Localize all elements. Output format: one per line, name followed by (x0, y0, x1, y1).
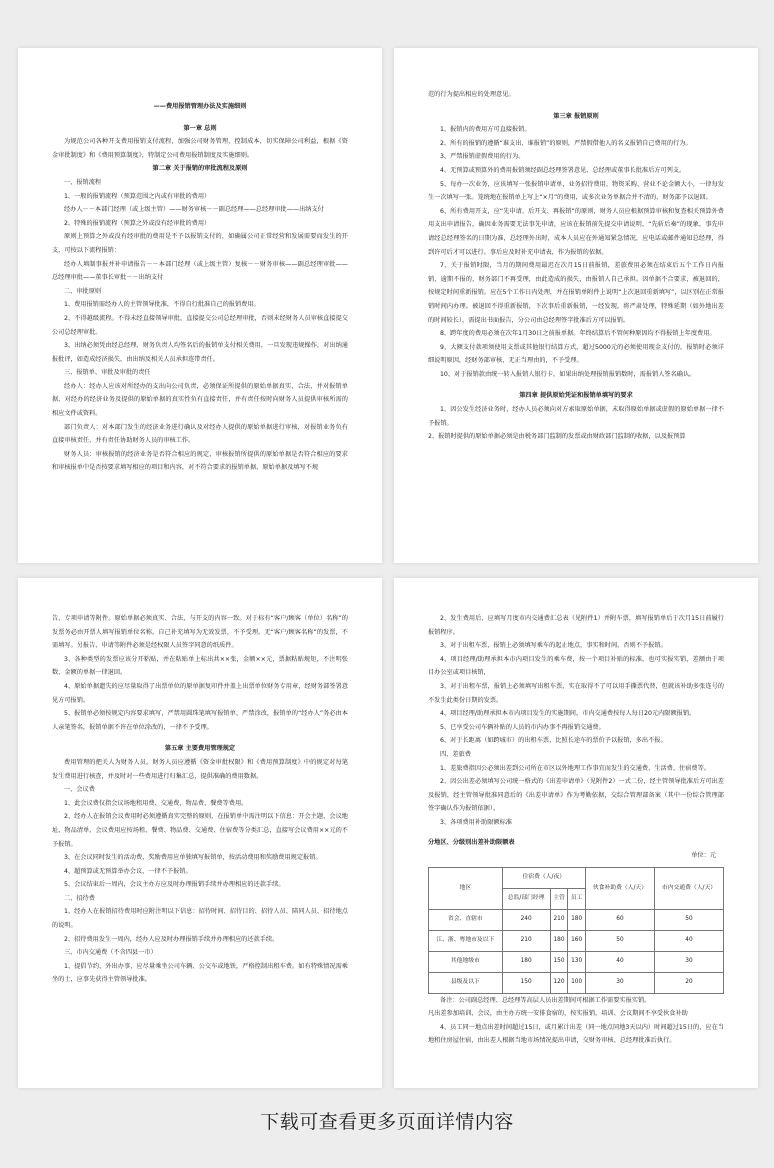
table-cell-meal: 30 (585, 972, 654, 993)
table-cell-transport: 40 (654, 930, 723, 951)
document-page-2 (394, 48, 758, 563)
section-heading: 第五章 主要费用管理规定 (164, 745, 236, 753)
paragraph-line: 2、因公出差必须填写公司统一格式的《出差申请单》（见附件2）一式二份，经主管领导批准后方可出差及报销，经主管领导批准同意后的《出差申请单》作为考勤依据，交综合管理部备案（其中一份综合管理部签字确认作为报销依据）。 (428, 778, 724, 813)
paragraph-line (52, 114, 348, 122)
paragraph-line: 2、所有的报销的遵循“谁支出、谁报销”的原则，严禁假借他人的名义报销自己费用的行为。 (440, 139, 692, 147)
table-cell-v3: 100 (568, 972, 586, 993)
header-transport: 市内交通费（人/天） (654, 867, 723, 909)
document-page-4 (394, 578, 758, 1088)
paragraph-line: 3、在会议同时发生的活动费，奖励费用应单独填写报销单，按活动费用和奖励费用规定报销。 (64, 854, 322, 862)
subheader-director: 总监/部门经理 (502, 888, 550, 909)
paragraph-line: 凡出差参加培训、会议，由主办方统一安排食宿的，按实报销，培训、会议期间不享受伙食补助 (428, 1010, 688, 1018)
paragraph-line: 部门负责人：对本部门发生的经济业务进行确认及对经办人提供的原始单据进行审核，对报销业务负有直接审核责任，并有责任协助财务人员的审核工作。 (52, 423, 348, 445)
paragraph-line: 经办人：经办人应该对所经办的支出向公司负责，必须保证所提供的原始单据真实、合法，并对报销单据、对经办的经济业务及提供的原始单据的真实性负有直接责任，并有责任按时向财务人员提供审核所需的相应文件或资料。 (52, 382, 348, 418)
table-cell-transport: 20 (654, 972, 723, 993)
section-heading: 第二章 关于报销的审批流程及原则 (152, 165, 248, 173)
table-cell-region: 江、浙、粤地市及以下 (429, 930, 503, 951)
table-cell-v3: 160 (568, 930, 586, 951)
paragraph-line: 4、超预算或无预算举办会议，一律不予报销。 (64, 867, 192, 875)
table-cell-meal: 40 (585, 951, 654, 972)
paragraph-line: 5、会议结束后一周内，会议主办方应及时办理报销手续并办理相应的还款手续。 (64, 881, 285, 889)
table-unit: 单位：元 (691, 852, 716, 860)
paragraph-line: 3、各项费用补助限额标准 (440, 818, 512, 826)
table-row (429, 909, 724, 930)
paragraph-line: 1、差旅费指因公必须出差到公司所在市区以外地理工作事宜而发生的交通费、生活费、住宿费等。 (440, 764, 710, 772)
table-cell-transport: 50 (654, 909, 723, 930)
section-heading: ——费用报销管理办法及实施细则 (153, 103, 247, 110)
paragraph-line: 为规范公司各种开支费用报销支付流程，加强公司财务管理，控制成本，切实保障公司利益，根据《资金审批制度》和《费用预算制度》，特制定公司费用报销制度及实施细则。 (52, 138, 348, 159)
header-region: 地区 (429, 867, 503, 909)
table-row (429, 930, 724, 951)
paragraph-line: 3、对于出租车票，报销上必须填写乘车的起止地点，事实和时间，否则不予报销。 (440, 642, 667, 650)
paragraph-line: 三、报销单、审批及审批的责任 (64, 369, 151, 377)
paragraph-line: 四、差旅费 (440, 750, 471, 758)
paragraph-line: 4、员工同一地点出差时间超过15日，或月累计出差（同一地点同地3天以内）时间超过15日的，应在当地租住房屋住宿，由出差人根据当地市场情况提出申请，交财务审核、总经理批准后执行。 (428, 1023, 724, 1045)
table-cell-v1: 240 (502, 909, 550, 930)
paragraph-line: 1、此会议费仅指会议场地租用费、交通费、物品费、餐费等费用。 (64, 799, 248, 807)
paragraph-line: 一、报销流程 (64, 178, 102, 186)
paragraph-line: 5、已享受公司车辆补贴的人员的市内办事不再报销交通费。 (440, 723, 605, 731)
paragraph-line: 9、大额支付款项须使用支票或其他银行结算方式，超过5000元的必须使用现金支付的，报销时必须详细说明原因，经财务部审核，无正当理由的，不予受理。 (428, 343, 724, 365)
paragraph-line: 1、经办人在报销招待费用时应附注明以下信息：招待时间、招待目的、招待人员、陪同人员、招待地点的说明。 (52, 908, 348, 930)
document-page-1 (18, 48, 382, 563)
paragraph-line: 备注：公司副总经理、总经理等高层人员出差期间可根据工作需要实报实销。 (440, 996, 651, 1004)
table-cell-meal: 50 (585, 930, 654, 951)
page-4-text (428, 612, 724, 830)
header-lodging: 住宿费（人/夜） (502, 867, 585, 888)
paragraph-line: 2、经办人在报销会议费用时必须遵循真实完整的原则，在报销单中需注明以下信息：开会主题、会议地址、物品清单、会议费用应按场租、餐费、物品费、交通费、住宿费等分类汇总，直接写会议费用××元的不予报销。 (52, 813, 348, 848)
table-row (429, 951, 724, 972)
paragraph-line: 三、市内交通费（不含四县一市） (64, 949, 157, 957)
paragraph-line: 2、特殊的报销流程（预算之外或没有经审批的费用） (64, 219, 211, 227)
paragraph-line: 经办人填制事报并补申请报告－－本部门经理（或上级主管）复核－－财务审核——副总经理审批——总经理审批——董事长审批－－出纳支付 (52, 260, 348, 282)
paragraph-line: 1、费用报销需经办人的主管领导批准，不得自行批准自己的报销费用。 (64, 301, 260, 309)
table-cell-v1: 150 (502, 972, 550, 993)
paragraph-line: 10、对于报销款由统一转入报销人银行卡，如果出纳处理报销报销数时，需报销人签名确认。 (440, 370, 696, 378)
table-cell-region: 其他地级市 (429, 951, 503, 972)
download-more-caption: 下载可查看更多页面详情内容 (260, 1111, 514, 1133)
paragraph-line: 1、一般的报销流程（预算范围之内或有审批的费用） (64, 192, 211, 200)
table-cell-v2: 210 (550, 909, 568, 930)
section-heading: 第一章 总则 (183, 124, 217, 132)
paragraph-line: 经办人－－本部门经理（或上级主管）——财务审核－－副总经理——总经理审批——出纳支付 (64, 206, 324, 214)
table-caption: 分地区、分级别出差补助限额表 (428, 838, 515, 846)
table-cell-v2: 150 (550, 951, 568, 972)
table-cell-meal: 60 (585, 909, 654, 930)
table-row (429, 972, 724, 993)
paragraph-line (52, 734, 348, 742)
table-header-row (429, 867, 724, 888)
paragraph-line: 财务人员：审核报销的经济业务是否符合相应的规定，审核报销所提供的原始单据是否符合相应的要求和审核报单中是否按要求填写相应的项目和内容，对不符合要求的报销单据、原始单据及填写不规 (52, 450, 348, 472)
paragraph-line: 8、跨年度的费用必须在次年1月30日之前报单据。年终结算后不管何种原因均不得报销上年度费用。 (440, 330, 716, 338)
paragraph-line: 4、无预算或预算外的费用报销须经副总经理签署意见、总经理或董事长批准后方可列支。 (440, 166, 686, 174)
paragraph-line: 2、发生费用后，应填写月度市内交通费汇总表（见附件1）并附车票，填写报销单后于次月15日前履行报销程序。 (428, 615, 724, 636)
paragraph-line: 3、严禁报销虚假费用的行为。 (440, 153, 525, 161)
paragraph-line: 1、报销内的费用方可直接报销。 (440, 126, 531, 134)
table-cell-v3: 130 (568, 951, 586, 972)
table-cell-region: 省会、直辖市 (429, 909, 503, 930)
paragraph-line: 6、所有费用开支，应“先申请、后开支、再报销”的原则，财务人员应根据预算审核和复查相关预算外费用支出申请报告，确因业务需要无法事先申请，应该在报销前先提交申请说明，“先斩后奏”的现象，事先申请经总经理签名的日期为准，总经理外出时，成本人员应在外通知紧急情况，应电话或邮件通知总经理，得到许可后才可以进行。事后应及时补充申请表，作为报销的依据。 (428, 207, 724, 256)
paragraph-line: 范的行为提出相应的处理意见。 (428, 91, 515, 98)
paragraph-line: 5、每办一次业务，应该填写一张报销申请单，业务招待费用、物资采购、营业不论金额大小，一律每发生一次填写一张。笼统地在报销单上写上“×月”的费用，或多次业务单据合并不清的，财务部予以退回。 (428, 180, 724, 202)
paragraph-line: 2、报销时提供的原始单据必须是由税务部门监制的发票或由财政部门监制的收据，以及报预算 (428, 433, 686, 441)
table-cell-v3: 180 (568, 909, 586, 930)
paragraph-line: 3、各种类型的发票应该分开粘贴，并在粘贴单上标出共××张，金额××元，票据粘贴规矩，不注明张数、金额的单据一律退回。 (52, 655, 348, 677)
paragraph-line: 二、招待费 (64, 894, 95, 902)
section-heading: 第四章 提供原始凭证和报销单填写的要求 (519, 392, 633, 400)
paragraph-line: 4、项目经理/助理承担本市内项目发生的实施期间，市内交通费按每人每日20元内限额报销。 (440, 710, 696, 718)
paragraph-line: 告、专项申请等附件。原始单据必须真实、合法，与开支的内容一致。对于标有“客户/顾客（单位）名称”的发票务必由开票人填写报销单位名称，自己补充填写为无效发票，不予受理。无“客户/顾客名称”的发票，不需填写。另报告、申请等附件必须是经权限人员签字同意的纸质件。 (52, 615, 348, 650)
document-page-3 (18, 578, 382, 1088)
table-cell-v2: 180 (550, 930, 568, 951)
header-meal: 伙食补助费（人/天） (585, 867, 654, 909)
paragraph-line: 2、不得越级流程。不得未经直接领导审批，直接提交公司总经理审批，否则未经财务人员审核直接提交公司总经理审批。 (52, 314, 348, 336)
section-heading: 第三章 报销原则 (553, 112, 599, 120)
paragraph-line: 6、对于长距离（如跨城市）的出租车票，比照长途车的票价予以报销，多出不报。 (440, 737, 667, 745)
page-4-notes (428, 994, 724, 1048)
subheader-staff: 员工 (568, 888, 586, 909)
paragraph-line: 原则上预算之外或没有经审批的费用是不予以报销支付的，如确属公司正常经营和发展需要而发生的开支，可按以下流程报销： (52, 233, 348, 254)
paragraph-line: 2、招待费用发生一周内，经办人应及时办理报销手续并办理相应的还款手续。 (64, 935, 279, 943)
paragraph-line: 二、审批原则 (64, 287, 102, 295)
paragraph-line: 费用管理的把关人为财务人员。财务人员应遵循《资金审批权限》和《费用预算制度》中的规定对每笔发生费用进行核查，并及时对一些费用进行归集汇总，提供准确的费用数据。 (52, 758, 348, 780)
paragraph-line: 4、项目经理/助理承担本市内项目发生的乘车费，按一个项目补贴的标准，也可实报实销，差额由于项目办公室或项目核销， (428, 655, 724, 677)
subheader-supervisor: 主管 (550, 888, 568, 909)
paragraph-line: 5、报销单必须按规定内容要求填写，严禁用圆珠笔填写报销单、严禁涂改，报销单的“经办人”务必由本人亲笔签名，报销单据不许在单位涂改的，一律不予受理。 (52, 710, 348, 731)
table-cell-v2: 120 (550, 972, 568, 993)
paragraph-line: 1、因公发生经济业务时，经办人员必须向对方索取原始单据，未取得原始单据或虚假的原始单据一律不予报销。 (428, 406, 724, 427)
paragraph-line: 7、关于报销时限，当月的期间费用最迟在次月15日前报销，差旅费用必须在结束后五个工作日内报销，逾期不报的，财务部门不再受理，由此造成的损失，由报销人自己承担。因单据不合要求，被退回的，按规定时间重新报销。应在5个工作日内处理，并在报销单附件上说明“上次退回重新填写”，以区别在正常报销时间内办理。被退回不得重新报销，下次事后重新报销，一经发现，将严肃处理，特殊延期（如外地出差的时间较长），需提出书面报告，分公司由总经理签字批准后方可以报销。 (428, 262, 724, 324)
allowance-table (428, 867, 724, 994)
paragraph-line (428, 381, 724, 389)
table-cell-region: 县级及以下 (429, 972, 503, 993)
table-cell-v1: 210 (502, 930, 550, 951)
paragraph-line (428, 102, 724, 110)
table-cell-transport: 30 (654, 951, 723, 972)
table-cell-v1: 180 (502, 951, 550, 972)
paragraph-line: 4、原始单据遗失的应尽量取得了出票单位的原单据复印件并盖上出票单位财务专用章，经财务部签署意见方可报销。 (52, 682, 348, 704)
paragraph-line: 一、会议费 (64, 786, 95, 794)
paragraph-line: 1、提倡节约，外出办事，应尽量乘坐公司车辆、公交车或地铁，严格控制出租车费。如有特殊情况需乘坐的士，应事先获得主管领导批准。 (52, 962, 348, 984)
paragraph-line: 3、出纳必须凭由经总经理、财务负责人均签名后的报销单支付相关费用，一旦发现违规操作，对出纳通报批评，如造成经济损失，由出纳及相关人员承担连带责任。 (52, 342, 348, 363)
paragraph-line: 3、对于出租车票，报销上必须填写出租车票，实在取得不了可以用手撕票代替，但就该补助多张连号的不发生此类份日期的发票。 (428, 682, 724, 704)
